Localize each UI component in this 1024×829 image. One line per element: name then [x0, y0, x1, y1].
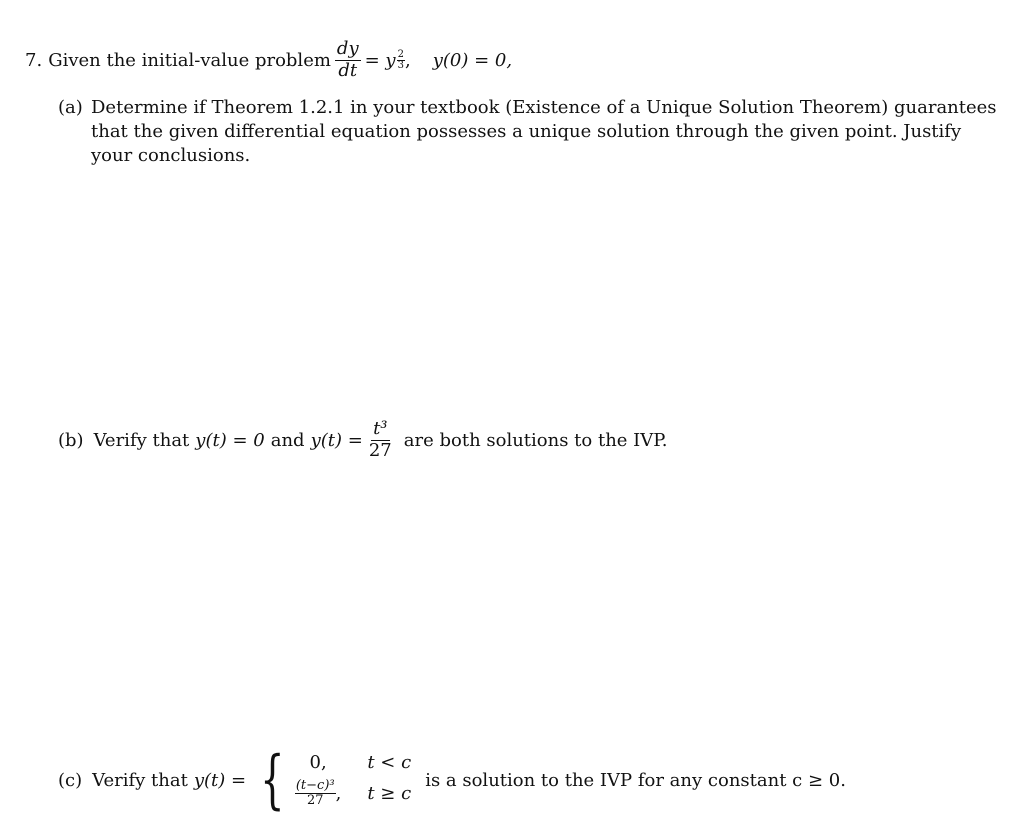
derivative-denominator: dt	[338, 59, 358, 81]
left-brace: {	[260, 743, 285, 817]
case-2-value	[295, 779, 342, 809]
part-c-text2: is a solution to the IVP for any constant c ≥ 0.	[425, 769, 846, 791]
case-2-denominator: 27	[306, 793, 324, 808]
problem-number: 7.	[25, 49, 43, 71]
problem-intro: Given the initial-value problem	[48, 49, 331, 71]
part-a-text: Determine if Theorem 1.2.1 in your textbook (Existence of a Unique Solution Theorem) guarantees that the given differential equation possesses a unique solution through the given point. Justify your conclusions.	[91, 97, 997, 166]
part-b-text2: are both solutions to the IVP.	[403, 429, 668, 451]
derivative-fraction	[335, 40, 361, 81]
case-1-value: 0,	[309, 751, 327, 773]
case-2-fraction	[295, 779, 336, 809]
part-b-solution-1: y(t) = 0	[195, 429, 265, 451]
part-b-label: (b)	[58, 429, 84, 451]
exponent-fraction	[397, 50, 405, 71]
part-c-lhs: y(t) =	[193, 769, 247, 791]
case-1-condition: t < c	[367, 751, 412, 773]
part-a-label: (a)	[58, 97, 83, 118]
part-b-text1: Verify that	[93, 429, 190, 451]
part-c	[58, 743, 846, 817]
part-b-and: and	[270, 429, 305, 451]
piecewise-function	[252, 743, 412, 817]
part-b-solution-2-lhs: y(t) =	[310, 429, 363, 451]
initial-condition: y(0) = 0,	[432, 49, 513, 71]
problem-statement	[25, 40, 512, 81]
part-c-label: (c)	[58, 769, 83, 791]
piecewise-cases	[295, 752, 411, 809]
part-b	[58, 420, 667, 461]
exponent-denominator: 3	[397, 59, 404, 71]
part-c-text1: Verify that	[92, 769, 188, 791]
exponent-numerator: 2	[397, 48, 404, 60]
ode-separator: ,	[404, 49, 411, 71]
case-2-numerator: (t−c)³	[295, 777, 335, 793]
case-2-comma: ,	[335, 783, 342, 804]
part-b-fraction	[367, 420, 394, 461]
part-b-fraction-denominator: 27	[368, 439, 392, 461]
derivative-numerator: dy	[336, 38, 359, 59]
case-2-condition: t ≥ c	[367, 783, 412, 804]
part-a	[58, 96, 1008, 168]
part-b-fraction-numerator: t³	[373, 418, 388, 439]
ode-rhs: = y	[364, 49, 396, 71]
